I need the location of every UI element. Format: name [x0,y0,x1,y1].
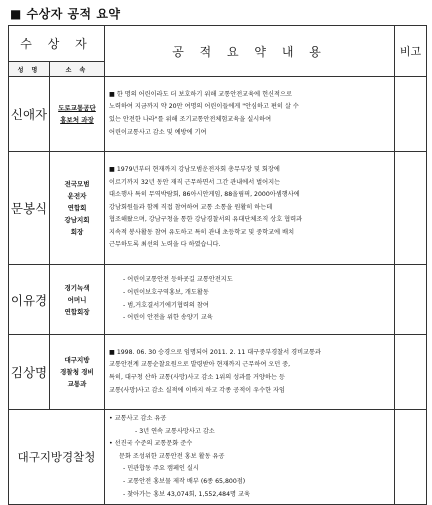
affiliation-column-header: 소 속 [50,62,105,77]
awardee-header: 수 상 자 [9,26,105,62]
remarks-cell [395,265,427,335]
section-heading: ■ 수상자 공적 요약 [10,7,121,21]
table-row [9,335,427,410]
table-row [9,152,427,265]
remarks-header: 비고 [395,26,427,77]
summary-header: 공 적 요 약 내 용 [105,26,395,77]
remarks-cell [395,77,427,152]
table-row [9,410,427,505]
table-row [9,265,427,335]
awardee-affiliation: 도로교통공단 홍보처 과장 [50,77,105,152]
awardee-name: 김상명 [9,335,50,410]
awardee-affiliation: 경기녹색 어머니 연합회장 [50,265,105,335]
remarks-cell [395,410,427,505]
awardee-table [8,25,427,505]
achievement-summary: ■ 1998. 06. 30 승경으로 임명되어 2011. 2. 11 대구중부경찰서 경비교통과 교통안전계 교통순찰요원으로 발령받아 현재까지 근무하여 오던 중, 특히, 대구청 산하 교통(사망)사고 감소 1위의 성과를 거양하는 등 교통(사망)사고 감소 실적에 이바지 하고 각종 공적이 우수한 자임 [105,335,395,410]
achievement-summary: - 어린이교통안전 등하굣길 교통안전지도 - 어린이보호구역홍보, 개도활동 - 범,거호결서기에기협력의 참여 - 어린이 안전을 위한 송양기 교육 [105,265,395,335]
table-row [9,77,427,152]
awardee-organization: 대구지방경찰청 [9,410,105,505]
achievement-summary: ■ 한 명의 어린이라도 더 보호하기 위해 교통안전교육에 헌신적으로 노력하여 지금까지 약 20만 여명의 어린이들에게 "안심하고 편히 살 수 있는 안전한 나라"를 위해 조기교통안전체험교육을 실시하여 어린이교통사고 감소 및 예방에 기여 [105,77,395,152]
awardee-affiliation: 전국모범 운전자 연합회 강남지회 회장 [50,152,105,265]
awardee-name: 문봉식 [9,152,50,265]
name-column-header: 성 명 [9,62,50,77]
awardee-name: 신애자 [9,77,50,152]
awardee-affiliation: 대구지방 경찰청 경비 교통과 [50,335,105,410]
achievement-summary: ■ 1979년부터 현재까지 강남모범운전자회 총무부장 및 회장에 이르기까지 32년 동안 재직 근무하면서 그간 관내에서 벌어지는 대소행사 특히 무역박람회, 86아시안게임, 88올림픽, 2000아셈행사에 강남회원들과 함께 직접 참여하여 교통 소통을 원활히 하는데 협조해왔으며, 강남구청을 통한 강남경찰서의 유대단체조직 상호 협력과 지속적 봉사활동 참여 유도하고 특히 관내 초등학교 및 중학교에 배치 근무하도록 최선의 노력을 다 하였습니다. [105,152,395,265]
remarks-cell [395,152,427,265]
achievement-summary: • 교통사고 감소 유공 - 3년 연속 교통사망사고 감소 • 선진국 수준의 교통문화 준수 문화 조성위한 교통안전 홍보 활동 유공 - 민관합동 주요 캠페인 실시 - 교통안전 홍보물 제작 배부 (6종 65,800점) - 찾아가는 홍보 43,074회, 1,552,484명 교육 [105,410,395,505]
awardee-name: 이유경 [9,265,50,335]
remarks-cell [395,335,427,410]
